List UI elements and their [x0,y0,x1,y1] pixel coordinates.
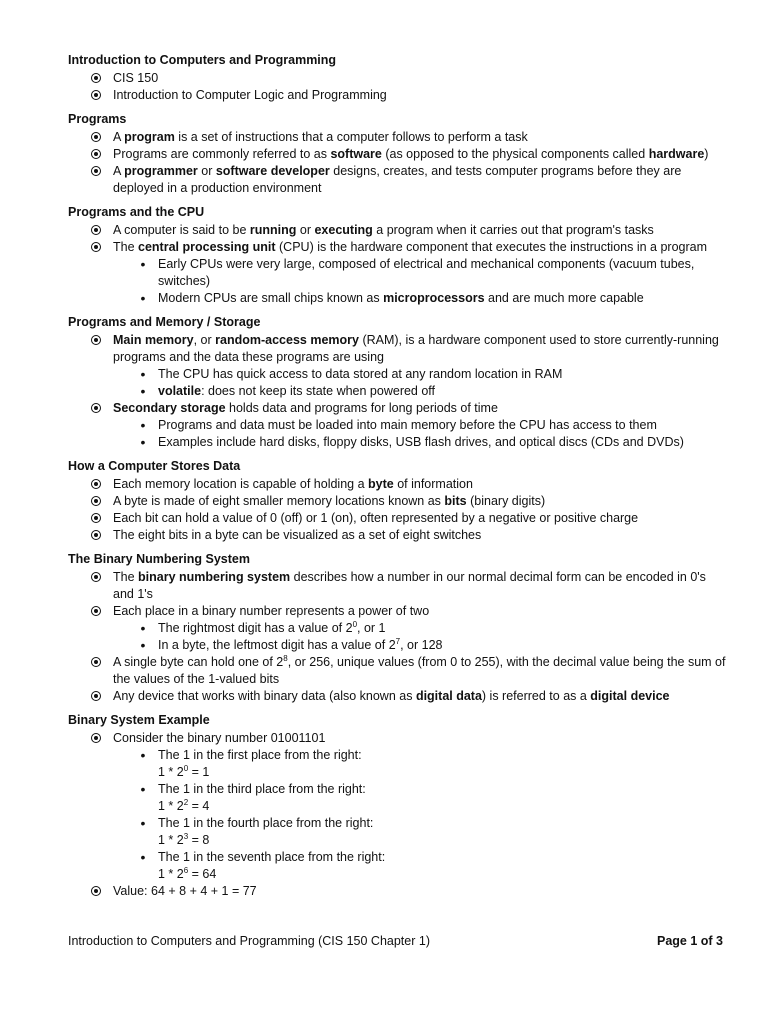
round-bullet-icon [138,366,148,384]
section [68,712,728,900]
list-item-text: A byte is made of eight smaller memory locations known as bits (binary digits) [113,494,546,508]
sub-list-item-text: volatile: does not keep its state when powered off [158,384,436,398]
section-heading: Binary System Example [68,713,210,727]
calculation-text: $1 * 2^3 = 8$ [158,831,210,847]
section [68,314,728,451]
sub-list-item-text: The 1 in the fourth place from the right: [158,816,374,830]
list-item-text: Each place in a binary number represents a power of two [113,604,430,618]
list-item-text: Main memory, or random-access memory (RAM), is a hardware component used to store currently-running programs and the data these programs are using [113,333,719,364]
sub-list-item-text: Early CPUs were very large, composed of electrical and mechanical components (vacuum tubes, switches) [158,257,695,288]
round-bullet-icon [138,383,148,401]
list-item [68,603,728,620]
list-item-text: The binary numbering system describes how a number in our normal decimal form can be encoded in 0's and 1's [113,570,706,601]
sub-list-item-text: The rightmost digit has a value of $2^0$, or 1 [158,619,386,635]
sub-list-item [68,637,728,654]
sub-list-item-text: In a byte, the leftmost digit has a value of $2^7$, or 128 [158,636,443,652]
round-bullet-icon [138,256,148,274]
list-item [68,87,728,104]
sub-list-item-text: The 1 in the third place from the right: [158,782,366,796]
sub-list-item [68,434,728,451]
sub-list-item [68,256,728,290]
section [68,458,728,544]
list-item-text: Secondary storage holds data and programs for long periods of time [113,401,498,415]
sub-list-item [68,849,728,883]
list-item-text: Each memory location is capable of holding a byte of information [113,477,473,491]
list-item-text: Programs are commonly referred to as software (as opposed to the physical components called hardware) [113,147,709,161]
section [68,551,728,705]
calculation-text: $1 * 2^2 = 4$ [158,797,210,813]
calculation-text: $1 * 2^0 = 1$ [158,763,210,779]
sub-list-item [68,366,728,383]
list-item-text: A single byte can hold one of $2^8$, or 256, unique values (from 0 to 255), with the decimal value being the sum of the values of the 1-valued bits [113,653,726,686]
list-item-text: Value: 64 + 8 + 4 + 1 = 77 [113,884,257,898]
sub-list-item [68,781,728,815]
list-item [68,222,728,239]
round-bullet-icon [138,637,148,655]
round-bullet-icon [138,417,148,435]
sub-list-item [68,417,728,434]
list-item-text: Consider the binary number 01001101 [113,731,326,745]
list-item [68,239,728,256]
list-item-text: A program is a set of instructions that a computer follows to perform a task [113,130,528,144]
round-bullet-icon [138,434,148,452]
list-item-text: CIS 150 [113,71,159,85]
list-item [68,129,728,146]
round-bullet-icon [138,815,148,833]
page-number: Page 1 of 3 [657,934,723,948]
list-item [68,163,728,197]
list-item [68,688,728,705]
sub-list-item [68,290,728,307]
sub-list-item-text: The 1 in the seventh place from the right: [158,850,386,864]
list-item-text: A computer is said to be running or executing a program when it carries out that program's tasks [113,223,654,237]
sub-list-item [68,815,728,849]
section [68,204,728,307]
list-item-text: Introduction to Computer Logic and Programming [113,88,387,102]
list-item [68,476,728,493]
list-item [68,654,728,688]
footer-title: Introduction to Computers and Programming (CIS 150 Chapter 1) [68,934,430,948]
round-bullet-icon [138,290,148,308]
section [68,111,728,197]
list-item [68,332,728,366]
list-item [68,493,728,510]
round-bullet-icon [138,620,148,638]
list-item [68,527,728,544]
section-heading: The Binary Numbering System [68,552,250,566]
round-bullet-icon [138,747,148,765]
list-item [68,400,728,417]
sub-list-item [68,620,728,637]
list-item-text: The central processing unit (CPU) is the hardware component that executes the instructions in a program [113,240,708,254]
round-bullet-icon [138,849,148,867]
list-item-text: The eight bits in a byte can be visualized as a set of eight switches [113,528,482,542]
sub-list-item [68,383,728,400]
section-heading: How a Computer Stores Data [68,459,241,473]
list-item [68,70,728,87]
round-bullet-icon [138,781,148,799]
sub-list-item-text: The CPU has quick access to data stored at any random location in RAM [158,367,563,381]
calculation-text: $1 * 2^6 = 64$ [158,865,217,881]
list-item [68,146,728,163]
document-body [68,52,728,907]
sub-list-item [68,747,728,781]
list-item [68,510,728,527]
sub-list-item-text: The 1 in the first place from the right: [158,748,362,762]
sub-list-item-text: Examples include hard disks, floppy disks, USB flash drives, and optical discs (CDs and DVDs) [158,435,684,449]
list-item [68,569,728,603]
list-item [68,730,728,747]
sub-list-item-text: Programs and data must be loaded into main memory before the CPU has access to them [158,418,657,432]
list-item-text: Any device that works with binary data (also known as digital data) is referred to as a digital device [113,689,670,703]
section-heading: Programs and Memory / Storage [68,315,261,329]
section-heading: Programs and the CPU [68,205,205,219]
list-item-text: A programmer or software developer designs, creates, and tests computer programs before they are deployed in a production environment [113,164,682,195]
page-footer [68,933,723,950]
section-heading: Introduction to Computers and Programming [68,53,337,67]
section-heading: Programs [68,112,127,126]
list-item-text: Each bit can hold a value of 0 (off) or 1 (on), often represented by a negative or positive charge [113,511,639,525]
list-item [68,883,728,900]
section [68,52,728,104]
sub-list-item-text: Modern CPUs are small chips known as microprocessors and are much more capable [158,291,644,305]
